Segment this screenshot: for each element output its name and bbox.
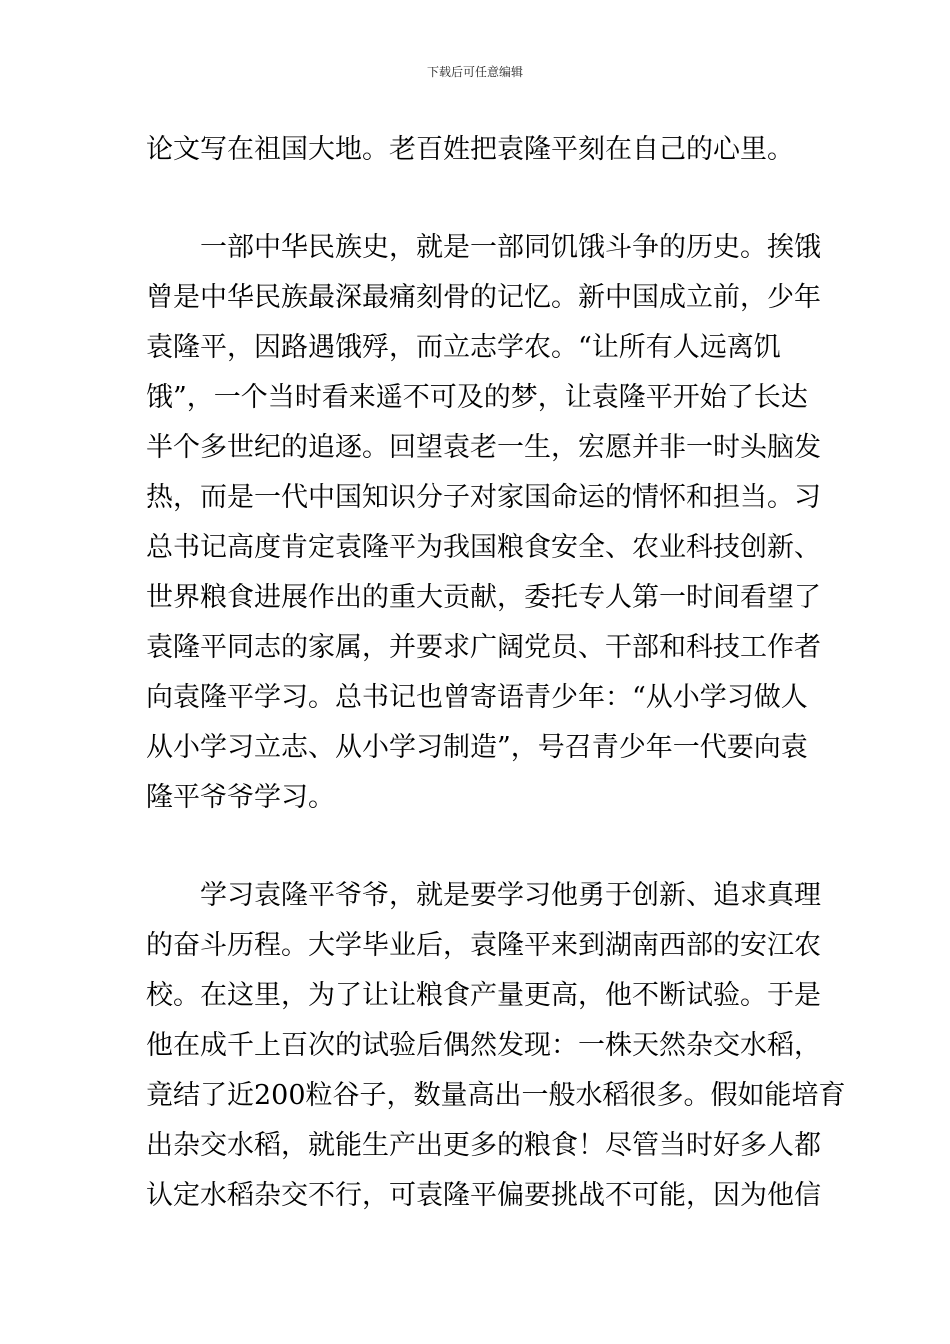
paragraph-line: 校。在这里，为了让让粮食产量更高，他不断试验。于是 <box>146 980 821 1011</box>
paragraph-line: 的奋斗历程。大学毕业后，袁隆平来到湖南西部的安江农 <box>146 930 821 961</box>
paragraph-line: 从小学习立志、从小学习制造”，号召青少年一代要向袁 <box>146 732 808 763</box>
paragraph-line: 袁隆平，因路遇饿殍，而立志学农。“让所有人远离饥 <box>146 332 781 363</box>
paragraph-line: 论文写在祖国大地。老百姓把袁隆平刻在自己的心里。 <box>146 134 794 165</box>
paragraph-line: 曾是中华民族最深最痛刻骨的记忆。新中国成立前，少年 <box>146 282 821 313</box>
paragraph-line: 袁隆平同志的家属，并要求广阔党员、干部和科技工作者 <box>146 632 821 663</box>
paragraph-line: 竟结了近200粒谷子，数量高出一般水稻很多。假如能培育 <box>146 1080 846 1111</box>
page-header-note: 下载后可任意编辑 <box>426 65 523 79</box>
paragraph-line: 热，而是一代中国知识分子对家国命运的情怀和担当。习 <box>146 482 821 513</box>
paragraph-line: 世界粮食进展作出的重大贡献，委托专人第一时间看望了 <box>146 582 821 613</box>
paragraph-line: 隆平爷爷学习。 <box>146 782 335 813</box>
paragraph-line: 学习袁隆平爷爷，就是要学习他勇于创新、追求真理 <box>200 880 821 911</box>
paragraph-line: 认定水稻杂交不行，可袁隆平偏要挑战不可能，因为他信 <box>146 1180 821 1211</box>
paragraph-line: 总书记高度肯定袁隆平为我国粮食安全、农业科技创新、 <box>146 532 821 563</box>
paragraph-line: 饿”，一个当时看来遥不可及的梦，让袁隆平开始了长达 <box>146 382 808 413</box>
paragraph-line: 出杂交水稻，就能生产出更多的粮食！尽管当时好多人都 <box>146 1130 821 1161</box>
paragraph-line: 一部中华民族史，就是一部同饥饿斗争的历史。挨饿 <box>200 232 821 263</box>
paragraph-line: 半个多世纪的追逐。回望袁老一生，宏愿并非一时头脑发 <box>146 432 821 463</box>
paragraph-line: 他在成千上百次的试验后偶然发现：一株天然杂交水稻， <box>146 1030 821 1061</box>
paragraph-line: 向袁隆平学习。总书记也曾寄语青少年：“从小学习做人 <box>146 682 808 713</box>
